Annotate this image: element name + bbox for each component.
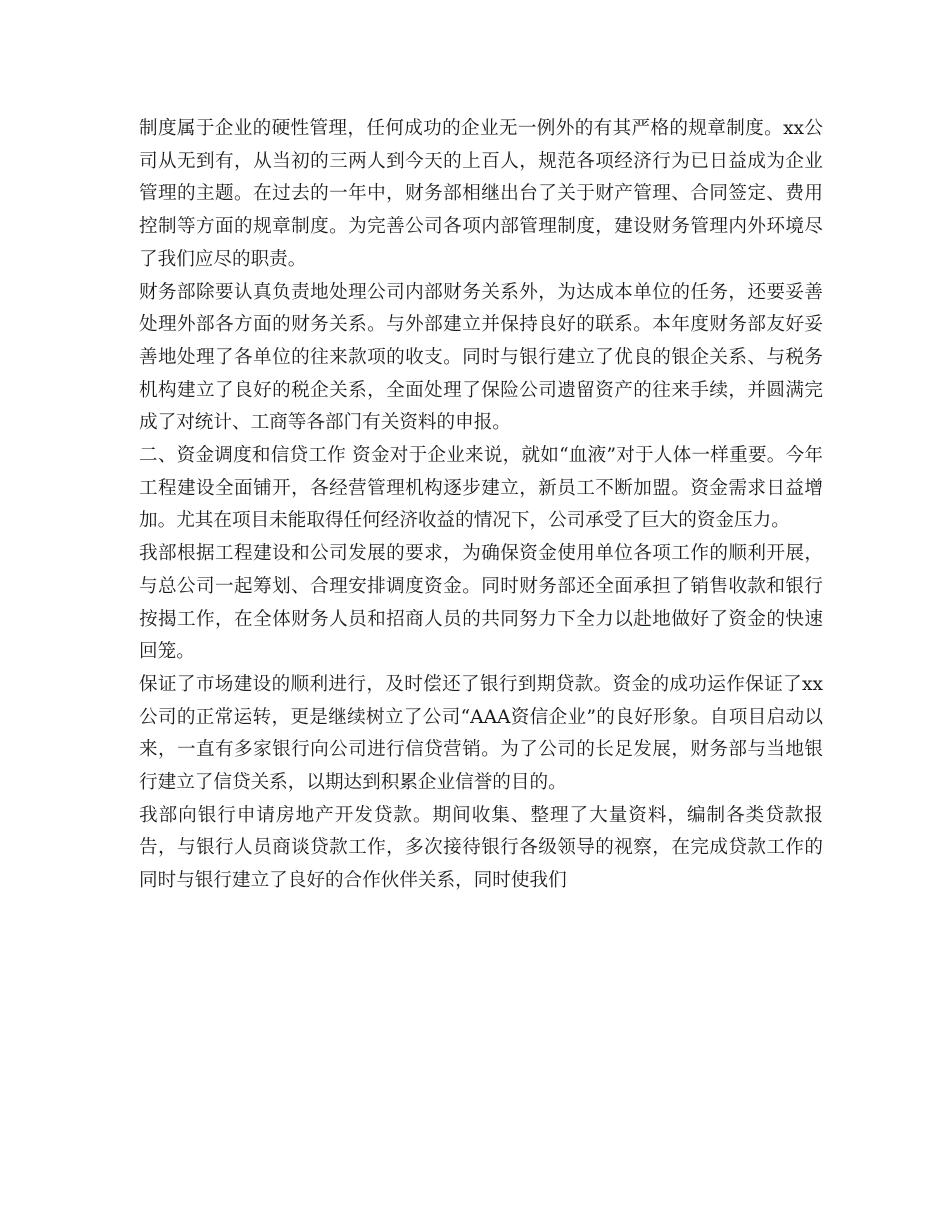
paragraph-fund-scheduling: 我部根据工程建设和公司发展的要求，为确保资金使用单位各项工作的顺利开展，与总公司一起筹划、合理安排调度资金。同时财务部还全面承担了销售收款和银行按揭工作，在全体财务人员和招商人员的共同努力下全力以赴地做好了资金的快速回笼。 [139,543,823,663]
document-body [139,113,823,898]
paragraph-funds-and-credit: 二、资金调度和信贷工作 资金对于企业来说，就如“血液”对于人体一样重要。今年工程建设全面铺开，各经营管理机构逐步建立，新员工不断加盟。资金需求日益增加。尤其在项目未能取得任何经济收益的情况下，公司承受了巨大的资金压力。 [139,445,823,532]
paragraph-development-loan: 我部向银行申请房地产开发贷款。期间收集、整理了大量资料，编制各类贷款报告，与银行人员商谈贷款工作，多次接待银行各级领导的视察，在完成贷款工作的同时与银行建立了良好的合作伙伴关系，同时使我们 [139,804,823,892]
paragraph-regulations: 制度属于企业的硬性管理，任何成功的企业无一例外的有其严格的规章制度。xx公司从无到有，从当初的三两人到今天的上百人，规范各项经济行为已日益成为企业管理的主题。在过去的一年中，财务部相继出台了关于财产管理、合同签定、费用控制等方面的规章制度。为完善公司各项内部管理制度，建设财务管理内外环境尽了我们应尽的职责。 [139,118,823,270]
paragraph-external-relations: 财务部除要认真负责地处理公司内部财务关系外，为达成本单位的任务，还要妥善处理外部各方面的财务关系。与外部建立并保持良好的联系。本年度财务部友好妥善地处理了各单位的往来款项的收支。同时与银行建立了优良的银企关系、与税务机构建立了良好的税企关系，全面处理了保险公司遗留资产的往来手续，并圆满完成了对统计、工商等各部门有关资料的申报。 [139,281,823,434]
paragraph-loan-repayment: 保证了市场建设的顺利进行，及时偿还了银行到期贷款。资金的成功运作保证了xx公司的正常运转，更是继续树立了公司“AAA资信企业”的良好形象。自项目启动以来，一直有多家银行向公司进行信贷营销。为了公司的长足发展，财务部与当地银行建立了信贷关系，以期达到积累企业信誉的目的。 [139,673,823,794]
